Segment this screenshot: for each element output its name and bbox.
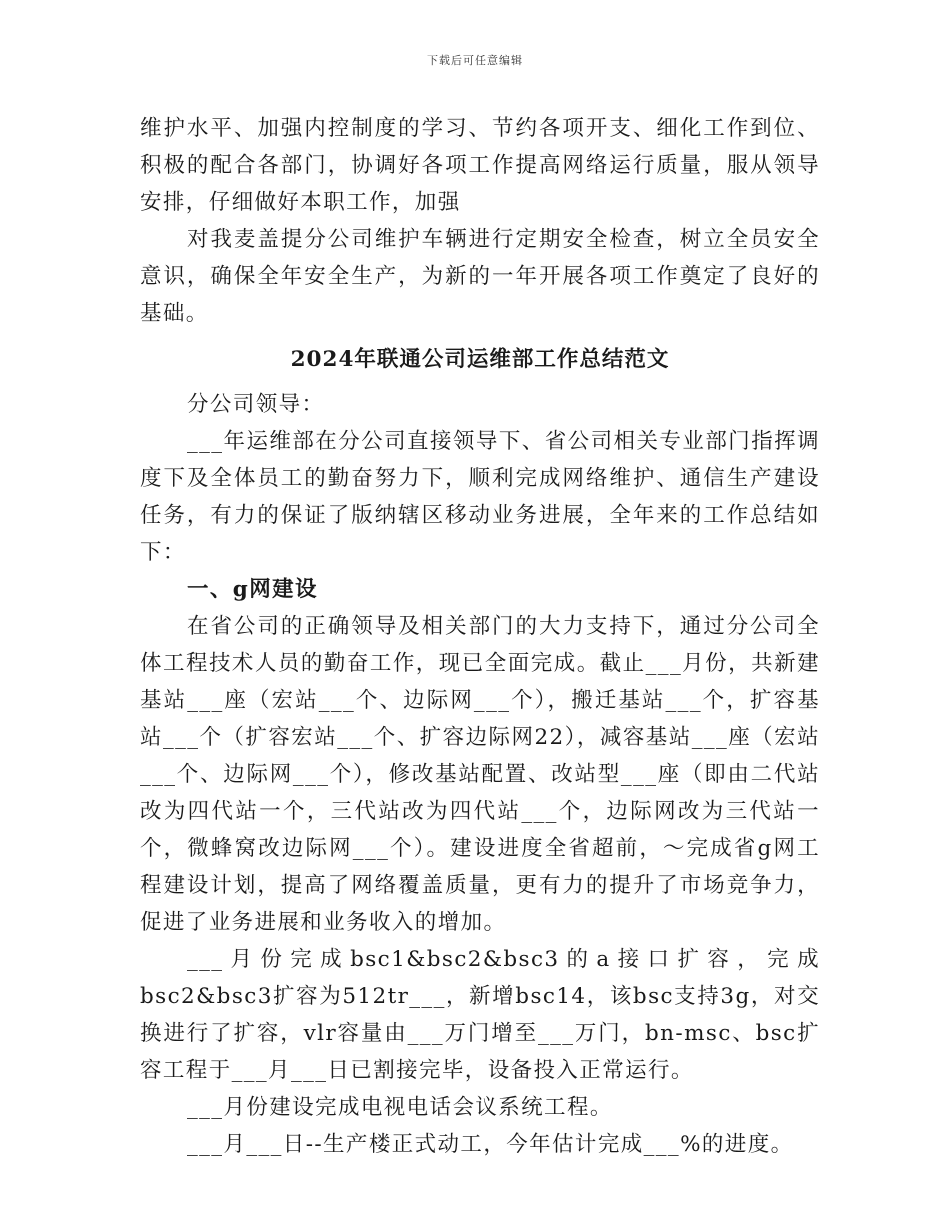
paragraph-bsc-expansion: ___月份完成bsc1&bsc2&bsc3的a接口扩容，完成bsc2&bsc3扩容为512tr___，新增bsc14，该bsc支持3g，对交换进行了扩容，vlr容量由___万门增至___万门，bn-msc、bsc扩容工程于___月___日已割接完毕，设备投入正常运行。 [140,947,820,1083]
paragraph-intro: ___年运维部在分公司直接领导下、省公司相关专业部门指挥调度下及全体员工的勤奋努力下，顺利完成网络维护、通信生产建设任务，有力的保证了版纳辖区移动业务进展，全年来的工作总结如下： [140,429,820,565]
paragraph-continuation: 维护水平、加强内控制度的学习、节约各项开支、细化工作到位、积极的配合各部门，协调好各项工作提高网络运行质量，服从领导安排，仔细做好本职工作，加强 [140,116,820,215]
paragraph-construction: 在省公司的正确领导及相关部门的大力支持下，通过分公司全体工程技术人员的勤奋工作，现已全面完成。截止___月份，共新建基站___座（宏站___个、边际网___个），搬迁基站___个，扩容基站___个（扩容宏站___个、扩容边际网22），减容基站___座（宏站___个、边际网___个），修改基站配置、改站型___座（即由二代站改为四代站一个，三代站改为四代站___个，边际网改为三代站一个，微蜂窝改边际网___个）。建设进度全省超前，～完成省g网工程建设计划，提高了网络覆盖质量，更有力的提升了市场竞争力，促进了业务进展和业务收入的增加。 [140,614,820,935]
document-title: 2024年联通公司运维部工作总结范文 [290,347,670,372]
paragraph-safety: 对我麦盖提分公司维护车辆进行定期安全检查，树立全员安全意识，确保全年安全生产，为新的一年开展各项工作奠定了良好的基础。 [140,227,820,326]
page-header: 下载后可任意编辑 [427,54,523,67]
salutation: 分公司领导： [187,392,325,417]
document-body [140,110,820,1163]
paragraph-production-building: ___月___日--生产楼正式动工，今年估计完成___%的进度。 [187,1132,794,1157]
section-heading-g-network: 一、g网建设 [187,577,318,602]
paragraph-video-conference: ___月份建设完成电视电话会议系统工程。 [187,1095,613,1120]
